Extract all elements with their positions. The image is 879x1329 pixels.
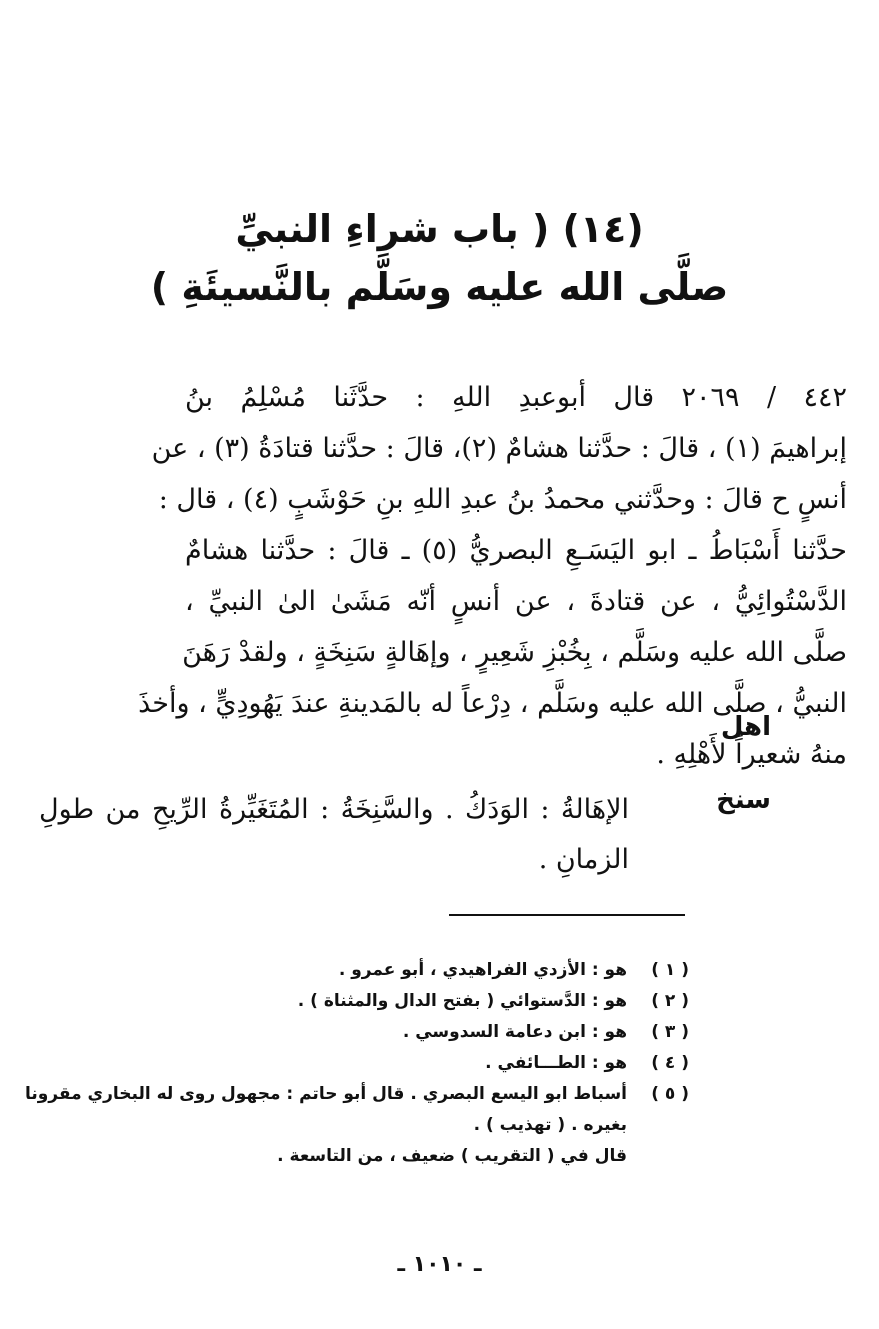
footnote-number: ( ١ ) <box>651 960 689 980</box>
footnote-number: ( ٥ ) <box>651 1084 689 1104</box>
footnote-continuation: قال في ( التقريب ) ضعيف ، من التاسعة . <box>277 1146 627 1166</box>
margin-keyword-sanakh: سنخ <box>716 785 771 815</box>
chapter-title-line-1: (١٤) ( باب شراءِ النبيِّ <box>235 207 644 251</box>
gloss-line-1: الإهَالةُ : الوَدَكُ . والسَّنِخَةُ : المُتَغَيِّرةُ الرِّيحِ من طولِ <box>39 794 629 825</box>
footnote-number: ( ٤ ) <box>651 1053 689 1073</box>
footnote-text: هو : الأزدي الفراهيدي ، أبو عمرو . <box>338 960 627 980</box>
chapter-title <box>60 200 819 316</box>
gloss-text <box>39 785 629 885</box>
footnote-number: ( ٣ ) <box>651 1022 689 1042</box>
footnote-continuation: بغيره . ( تهذيب ) . <box>473 1115 627 1135</box>
footnote-item <box>39 1017 689 1048</box>
footnote-item <box>39 955 689 986</box>
footnote-text: هو : الدَّستوائي ( بفتح الدال والمثناة ) . <box>297 991 627 1011</box>
footnote-item <box>24 1079 689 1110</box>
footnote-item <box>39 986 689 1017</box>
hadith-line-7: النبيُّ ، صلَّى الله عليه وسَلَّم ، دِرْعاً له بالمَدينةِ عندَ يَهُودِيٍّ ، وأخذَ <box>138 688 847 719</box>
hadith-line-8: منهُ شعيراً لأَهْلِهِ . <box>656 739 847 770</box>
footnote-text: أسباط ابو اليسع البصري . قال أبو حاتم : مجهول روى له البخاري مقرونا <box>24 1084 627 1104</box>
hadith-line-3: أنسٍ ح قالَ : وحدَّثني محمدُ بنُ عبدِ اللهِ بنِ حَوْشَبٍ (٤) ، قال : <box>158 484 847 515</box>
footnote-number: ( ٢ ) <box>651 991 689 1011</box>
page-number: ـ ١٠١٠ ـ <box>397 1252 482 1277</box>
footnote-item <box>39 1048 689 1079</box>
hadith-line-4: حدَّثنا أَسْبَاطُ ـ ابو اليَسَـعِ البصريُّ (٥) ـ قالَ : حدَّثنا هشامٌ <box>185 535 847 566</box>
footnote-divider <box>449 914 685 916</box>
hadith-line-1: ٤٤٢ / ٢٠٦٩ قال أبوعبدِ اللهِ : حدَّثَنا مُسْلِمُ بنُ <box>185 382 847 413</box>
footnotes <box>24 955 689 1172</box>
chapter-title-line-2: صلَّى الله عليه وسَلَّم بالنَّسيئَةِ ) <box>150 265 729 309</box>
hadith-line-5: الدَّسْتُوائِيُّ ، عن قتادةَ ، عن أنسٍ أنّه مَشَىٰ الىٰ النبيِّ ، <box>185 586 847 617</box>
hadith-line-2: إبراهيمَ (١) ، قالَ : حدَّثنا هشامٌ (٢)، قالَ : حدَّثنا قتادَةُ (٣) ، عن <box>151 433 847 464</box>
gloss-line-2: الزمانِ . <box>538 844 629 875</box>
hadith-line-6: صلَّى الله عليه وسَلَّم ، بِخُبْزِ شَعِيرٍ ، وإهَالةٍ سَنِخَةٍ ، ولقدْ رَهَنَ <box>182 637 847 668</box>
footnote-text: هو : ابن دعامة السدوسي . <box>402 1022 627 1042</box>
footnote-text: هو : الطـــائفي . <box>485 1053 627 1073</box>
margin-keyword-ahl: اهل <box>720 712 771 742</box>
